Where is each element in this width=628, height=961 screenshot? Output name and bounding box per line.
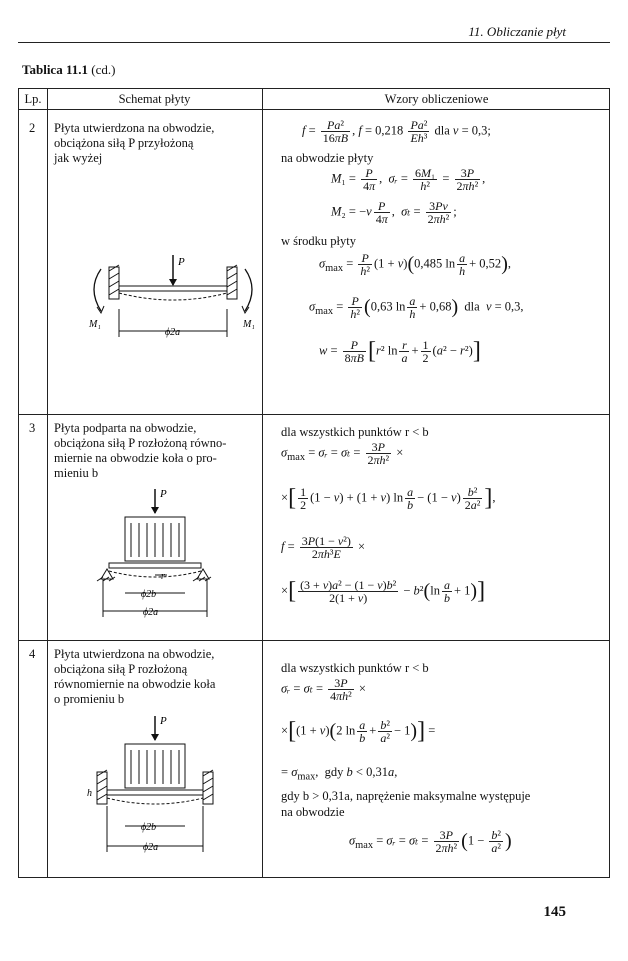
right-clamp-icon [203, 770, 213, 804]
table-title-bold: Tablica 11.1 [22, 62, 88, 77]
row-4-desc-line: obciążona siłą P rozłożoną [54, 662, 188, 676]
row-4-text-b2: na obwodzie [281, 805, 345, 819]
row-4-diagram [47, 714, 262, 864]
row-2-text-center: w środku płyty [281, 234, 356, 248]
moment-right-icon [245, 269, 252, 311]
row-3-eq-s: $\sigma_{max}$ = σᵣ = σₜ = $\frac{3P}{\text{2πh²}}$ × [281, 440, 404, 467]
load-label: P [160, 488, 167, 500]
outer-diameter-label: ϕ2a [143, 842, 159, 853]
row-3-desc-line: Płyta podparta na obwodzie, [54, 421, 197, 435]
header-rule [18, 42, 610, 43]
header-schemat: Schemat płyty [118, 92, 191, 106]
row-3-desc-line: miernie na obwodzie koła o pro- [54, 451, 217, 465]
row-4-text-b: gdy b > 0,31a, naprężenie maksymalne występuje [281, 789, 531, 803]
plate-shape [107, 790, 203, 795]
row-3-text-all: dla wszystkich punktów r < b [281, 425, 429, 439]
inner-diameter-label: ϕ2b [141, 822, 157, 833]
row-2-eq-f: f = $\frac{\text{Pa²}}{16\pi B}$ , f = 0,218 $\frac{\text{Pa²}}{\text{Eh³}}$ dla ν = 0,3; [302, 118, 491, 145]
deflection-curve [119, 293, 227, 300]
row-4-eq-s: σᵣ = σₜ = $\frac{3P}{\text{4πh²}}$ × [281, 676, 366, 703]
page-number: 145 [543, 904, 566, 920]
load-label: P [178, 256, 185, 268]
diameter-label: ϕ2a [165, 327, 181, 338]
row-2-desc-line: obciążona siłą P przyłożoną [54, 136, 194, 150]
row-3-lp: 3 [29, 421, 36, 435]
table-title-suffix: (cd.) [91, 62, 116, 77]
row-2-desc-line: Płyta utwierdzona na obwodzie, [54, 121, 215, 135]
col-divider-2 [262, 89, 263, 877]
plate-shape [109, 563, 201, 568]
table-title [22, 62, 115, 78]
row-2-text-perimeter: na obwodzie płyty [281, 151, 374, 165]
formula-table [18, 88, 610, 878]
row-4-lp: 4 [29, 647, 36, 661]
row-3-eq-f-bracket: ×[ $\frac{\text{(3 + ν)a² − (1 − ν)b²}}{2(1 + \nu)}$ − b²(ln $\frac{a}{b}$ + 1)] [281, 578, 486, 605]
row-2-lp: 2 [29, 121, 36, 135]
row-4-description [54, 647, 264, 707]
header-divider [19, 109, 609, 110]
moment-right-label: M₁ [243, 319, 255, 330]
plate-shape [119, 286, 227, 291]
deflection-curve [109, 571, 201, 577]
moment-left-label: M₁ [89, 319, 101, 330]
row-4-desc-line: o promieniu b [54, 692, 125, 706]
row-3-description [54, 421, 264, 481]
row-3-desc-line: obciążona siłą P rozłożoną równo- [54, 436, 227, 450]
left-clamp-icon [109, 265, 119, 299]
row-divider-2 [19, 414, 609, 415]
row-4-eq-smax: = $\sigma_{max}$, gdy b < 0,31a, [281, 765, 398, 783]
left-clamp-icon [97, 770, 107, 804]
row-4-desc-line: Płyta utwierdzona na obwodzie, [54, 647, 215, 661]
row-4-desc-line: równomiernie na obwodzie koła [54, 677, 216, 691]
row-2-eq-smax2: $\sigma_{max}$ = $\frac{P}{\text{h²}}$ (0,63 ln $\frac{a}{h}$ + 0,68) dla ν = 0,3, [309, 294, 524, 321]
row-3-eq-bracket: ×[ $\frac{1}{2}$ (1 − ν) + (1 + ν) ln $\frac{a}{b}$ − (1 − ν) $\frac{\text{b²}}{\text{2a²}}$ ], [281, 485, 496, 512]
row-2-diagram [47, 249, 262, 389]
h-label: h [87, 788, 92, 799]
row-2-eq-m2: M₂ = −ν $\frac{P}{4\pi}$ , σₜ = $\frac{3P\nu}{\text{2πh²}}$ ; [331, 199, 457, 226]
outer-diameter-label: ϕ2a [143, 607, 159, 618]
header-wzory: Wzory obliczeniowe [384, 92, 489, 106]
row-2-description [54, 121, 264, 166]
row-3-desc-line: mieniu b [54, 466, 99, 480]
row-4-text-all: dla wszystkich punktów r < b [281, 661, 429, 675]
row-2-eq-m1: M₁ = $\frac{P}{4\pi}$ , σᵣ = $\frac{\text{6M₁}}{\text{h²}}$ = $\frac{3P}{\text{2πh²}}$ , [331, 166, 486, 193]
row-2-eq-smax1: $\sigma_{max}$ = $\frac{P}{\text{h²}}$ (1 + ν)(0,485 ln $\frac{a}{h}$ + 0,52), [319, 251, 511, 278]
row-2-desc-line: jak wyżej [54, 151, 103, 165]
header-lp: Lp. [24, 92, 42, 106]
load-label: P [160, 715, 167, 727]
right-clamp-icon [227, 265, 237, 299]
row-divider-3 [19, 640, 609, 641]
row-3-eq-f: f = $\frac{\text{3P(1 − ν²)}}{\text{2πh³E}}$ × [281, 534, 366, 561]
row-4-eq-bracket: ×[(1 + ν)(2 ln $\frac{a}{b}$ + $\frac{\text{b²}}{\text{a²}}$ − 1)] = [281, 718, 436, 745]
row-2-eq-w: w = $\frac{P}{8\pi B}$ [r² ln $\frac{r}{a}$ + $\frac{1}{2}$ (a² − r²)] [319, 338, 481, 365]
inner-diameter-label: ϕ2b [141, 589, 157, 600]
row-3-diagram [47, 487, 262, 627]
row-4-eq-last: $\sigma_{max}$ = σᵣ = σₜ = $\frac{3P}{\text{2πh²}}$ (1 − $\frac{\text{b²}}{\text{a²}}$ ) [349, 828, 512, 855]
deflection-curve [107, 798, 203, 804]
running-head: 11. Obliczanie płyt [468, 24, 566, 39]
r-label: r [161, 571, 165, 582]
moment-left-icon [94, 269, 101, 311]
